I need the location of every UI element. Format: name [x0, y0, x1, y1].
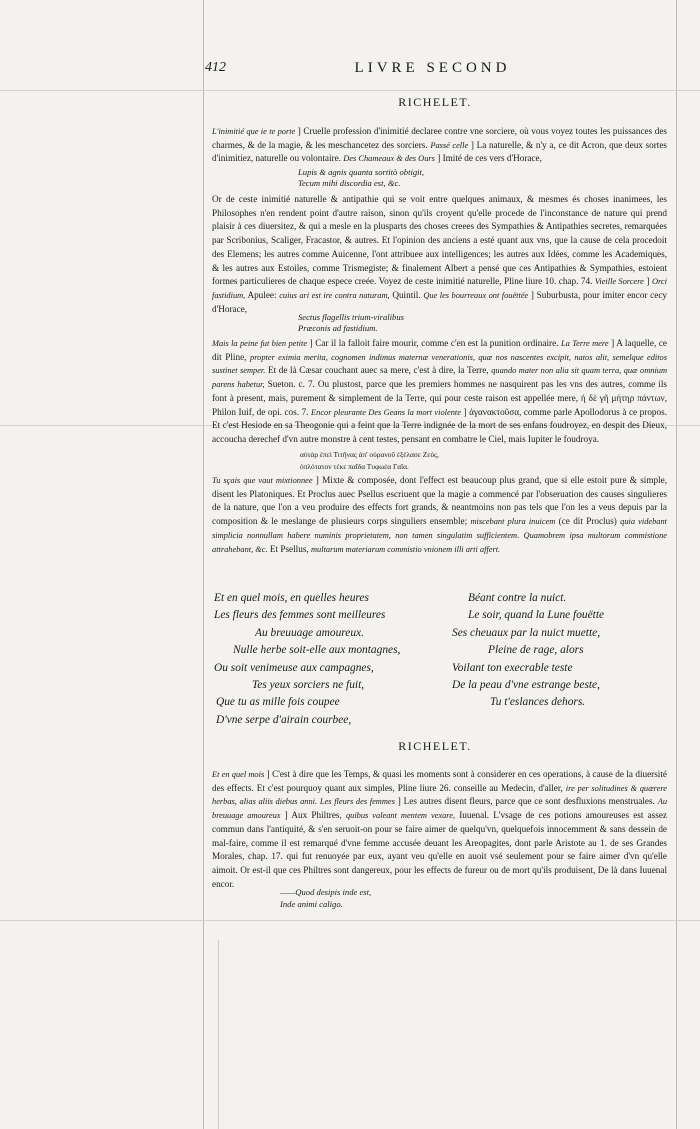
- scan-line-left: [203, 0, 204, 1129]
- poem-line: Que tu as mille fois coupee: [216, 696, 340, 709]
- italic-segment: Tu sçais que vaut mixtionnee: [212, 476, 313, 485]
- scan-line-h3: [0, 920, 700, 921]
- text-segment: ] C'est à dire que les Temps, & quasi les moments sont à considerer en ces operations, à cause de la diuersité des effects. Et c'est pourquoy quant aux simples, Pline liure 26. conseille au Medecin, d'aller,: [212, 769, 667, 793]
- italic-segment: Au breuuage amoureux: [212, 797, 668, 821]
- text-segment: Apulee:: [245, 289, 280, 300]
- page-header: [205, 60, 660, 80]
- italic-segment: Passé celle: [430, 140, 469, 150]
- commentary-paragraph-5: [212, 768, 667, 891]
- running-title: LIVRE SECOND: [354, 60, 511, 76]
- italic-segment: Et en quel mois: [212, 770, 265, 779]
- poem-line: Pleine de rage, alors: [488, 644, 584, 657]
- poem-line: Voilant ton execrable teste: [452, 661, 573, 674]
- poem-right-column: [452, 590, 604, 712]
- scan-line-right: [676, 0, 677, 1129]
- text-segment: ] Suburbusta, pour imiter encor cecy d'Horace,: [212, 289, 667, 314]
- page-number: 412: [205, 60, 226, 75]
- italic-segment: Vieille Sorcere: [594, 277, 644, 287]
- text-segment: ] Cruelle profession d'inimitié declaree contre vne sorciere, où vous voyez toutes les puissances des charmes, & de la magie, & les meschancetez des sorciers.: [212, 126, 667, 150]
- text-segment: (ce dit Proclus): [555, 516, 621, 527]
- poem-line: Béant contre la nuict.: [468, 592, 567, 604]
- text-segment: ]: [643, 276, 652, 287]
- italic-segment: cuius ari est ire contra naturam,: [279, 290, 390, 300]
- commentary-paragraph-4: [212, 474, 667, 556]
- scan-line-inner: [218, 940, 219, 1129]
- italic-segment: propter eximia merita, cognomen indimus maternæ venerationis, quæ nos nascentes excipit, natos alit, semelque editos sustinet semper.: [212, 352, 667, 376]
- italic-segment: Que les bourreaux ont fouëttée: [423, 290, 529, 300]
- text-segment: ] ἀγανακτοῦσα, comme parle Apollodorus à ce propos. Et c'est Hesiode en sa Theogonie qui a feint que la Terre indignée de la mort de ses enfans foudroyez, en despit des Dieux, accoucha derechef d'vn autre monstre à cent testes, pensant en combatre le Ciel, mais Iupiter le foudroya.: [212, 406, 667, 444]
- text-segment: Et Psellus,: [267, 543, 311, 554]
- italic-segment: Encor pleurante Des Geans la mort violente: [311, 407, 461, 417]
- text-segment: ] Car il la falloit faire mourir, comme c'en est la punition ordinaire.: [307, 338, 562, 348]
- text-segment: Et de là Cæsar couchant auec sa mere, c'est à dire, la Terre,: [265, 365, 492, 376]
- poem-left-column: [214, 590, 400, 729]
- italic-segment: miscebant plura inuicem: [470, 517, 556, 527]
- scan-line-h1: [0, 90, 700, 91]
- italic-segment: Les fleurs des femmes: [319, 797, 395, 807]
- poem-line: Ses cheuaux par la nuict muette,: [452, 626, 601, 639]
- verse-quote-2: Sectus flagellis trium-viralibus Præconis ad fastidium.: [298, 312, 404, 334]
- italic-segment: Des Chameaux & des Ours: [343, 154, 435, 164]
- poem-line: Nulle herbe soit-elle aux montagnes,: [233, 644, 401, 657]
- poem-line: D'vne serpe d'airain courbee,: [216, 713, 352, 726]
- text-segment: ] La naturelle, & n'y a, ce dit Acron, que deux sortes d'inimitiez, naturelle ou volontaire.: [212, 139, 667, 164]
- poem-line: Et en quel mois, en quelles heures: [214, 592, 369, 604]
- text-segment: Iuuenal. L'vsage de ces potions amoureuses est assez commun dans l'antiquité, & s'en seruoit-on pour se faire aimer de quelqu'vn, quelquefois innocemment & sans dessein de mal-faire, comme il est remarqué d'vne femme accusée deuant les Areopagites, dont parle Aristote au 1. de ses Grandes Morales, chap. 17. qui fut renuoyée par eux, ayant veu qu'elle en auoit vsé seulement pour se faire aimer d'vn qu'elle aimoit. Or est-il que ces Philtres sont dangereux, pour les effects de fureur ou de mort qu'ils produisent, De là dans Iuuenal encor.: [212, 810, 667, 889]
- italic-segment: ire per solitudines & quærere herbas, alias aliis diebus anni.: [212, 783, 667, 807]
- italic-segment: quando mater non alia sit quam terra, quæ omnium parens habetur,: [212, 366, 668, 390]
- text-segment: ] Aux Philtres,: [280, 810, 346, 821]
- italic-segment: multarum materiarum commistio vnionem illi arti affert.: [311, 544, 501, 554]
- poem-line: Tu t'eslances dehors.: [490, 696, 586, 709]
- italic-segment: L'inimitié que ie te porte: [212, 127, 296, 136]
- poem-line: Le soir, quand la Lune fouëtte: [468, 609, 605, 622]
- poem-line: De la peau d'vne estrange beste,: [452, 679, 600, 692]
- commentary-paragraph-1: [212, 125, 667, 166]
- section-title: RICHELET.: [398, 95, 472, 109]
- poem-line: Au breuuage amoureux.: [255, 626, 364, 639]
- italic-segment: Mais la peine fut bien petite: [212, 339, 308, 348]
- text-segment: ] Mixte & composée, dont l'effect est beaucoup plus grand, que si elle estoit pure & simple, disent les Platoniques. Et Proclus auec Psellus escriuent que la magie a commencé par l'obseruation des causes singulieres de la nature, que l'on a veu produire des effects fort grands, & neantmoins non pas tels que l'on les a veus depuis par la composition & le meslange de plusieurs corps singuliers ensemble;: [212, 475, 667, 527]
- text-segment: Sueton. c. 7. Ou plustost, parce que les premiers hommes ne nasquirent pas les vns des autres, comme ils font à present, mais, purement & simplement de la Terre, qui pour ceste raison est appellée mere, ἡ δὲ γῆ μήτηρ πάντων, Philon Iuif, de opi. cos. 7.: [212, 379, 667, 417]
- poem-line: Ou soit venimeuse aux campagnes,: [214, 661, 374, 674]
- italic-segment: quibus valeant mentem vexare,: [345, 811, 456, 821]
- text-segment: Or de ceste inimitié naturelle & antipathie qui se voit entre quelques animaux, & mesmes és choses inanimees, les Philosophes n'en rendent point d'autre raison, sinon qu'ils croyent qu'elle procede de l'inconstance de nature qui prend plaisir à ces diuersitez, & qui a mesle en la plusparts des choses creees des Sympathies & Antipathies secretes, remarquées par Scribonius, Scaliger, Fracastor, & autres. Et l'opinion des anciens a esté quant aux vns, que la cause de cela procedoit des Elemens; les autres comme Auicenne, l'ont attribuee aux intelligences; les autres aux Idées, comme les Academiques, & les autres aux Estoiles, comme Trismegiste; & finalement Albert a pensé que ces Antipathies & Sympathies, estoient formes particulieres de chaque espece creée. Voyez de ceste inimitié naturelle, Pline liure 10. chap. 74.: [212, 194, 667, 287]
- text-segment: ] Imité de ces vers d'Horace,: [434, 153, 542, 164]
- italic-segment: Orci fastidium,: [212, 277, 667, 300]
- text-segment: ] Les autres disent fleurs, parce que ce sont desfluxions menstruales.: [394, 796, 658, 807]
- verse-quote-1: Lupis & agnis quanta sortitò obtigit, Tecum mihi discordia est, &c.: [298, 167, 425, 189]
- commentary-paragraph-2: [212, 193, 667, 316]
- commentary-paragraph-3: [212, 337, 667, 447]
- italic-segment: quia videbant simplicia nonnullam habere numinis proprietatem, non tamen singulatim sufficientem. Quamobrem ipsa multorum commistione attrahebant, &c.: [212, 517, 667, 554]
- section-title-2: RICHELET.: [398, 739, 472, 753]
- text-segment: Quintil.: [389, 289, 424, 300]
- poem-line: Les fleurs des femmes sont meilleures: [214, 609, 386, 622]
- verse-quote-3: ——Quod desipis inde est, Inde animi caligo.: [280, 887, 372, 910]
- italic-segment: La Terre mere: [561, 339, 609, 348]
- text-segment: ] A laquelle, ce dit Pline,: [212, 338, 667, 362]
- poem-line: Tes yeux sorciers ne fuit,: [252, 679, 365, 692]
- greek-verse: αὐτὰρ ἐπεὶ Τιτῆνας ἀπ' οὐρανοῦ ἐξέλασε Ζεύς, ὁπλότατον τέκε παῖδα Τυφωέα Γαῖα.: [300, 450, 439, 471]
